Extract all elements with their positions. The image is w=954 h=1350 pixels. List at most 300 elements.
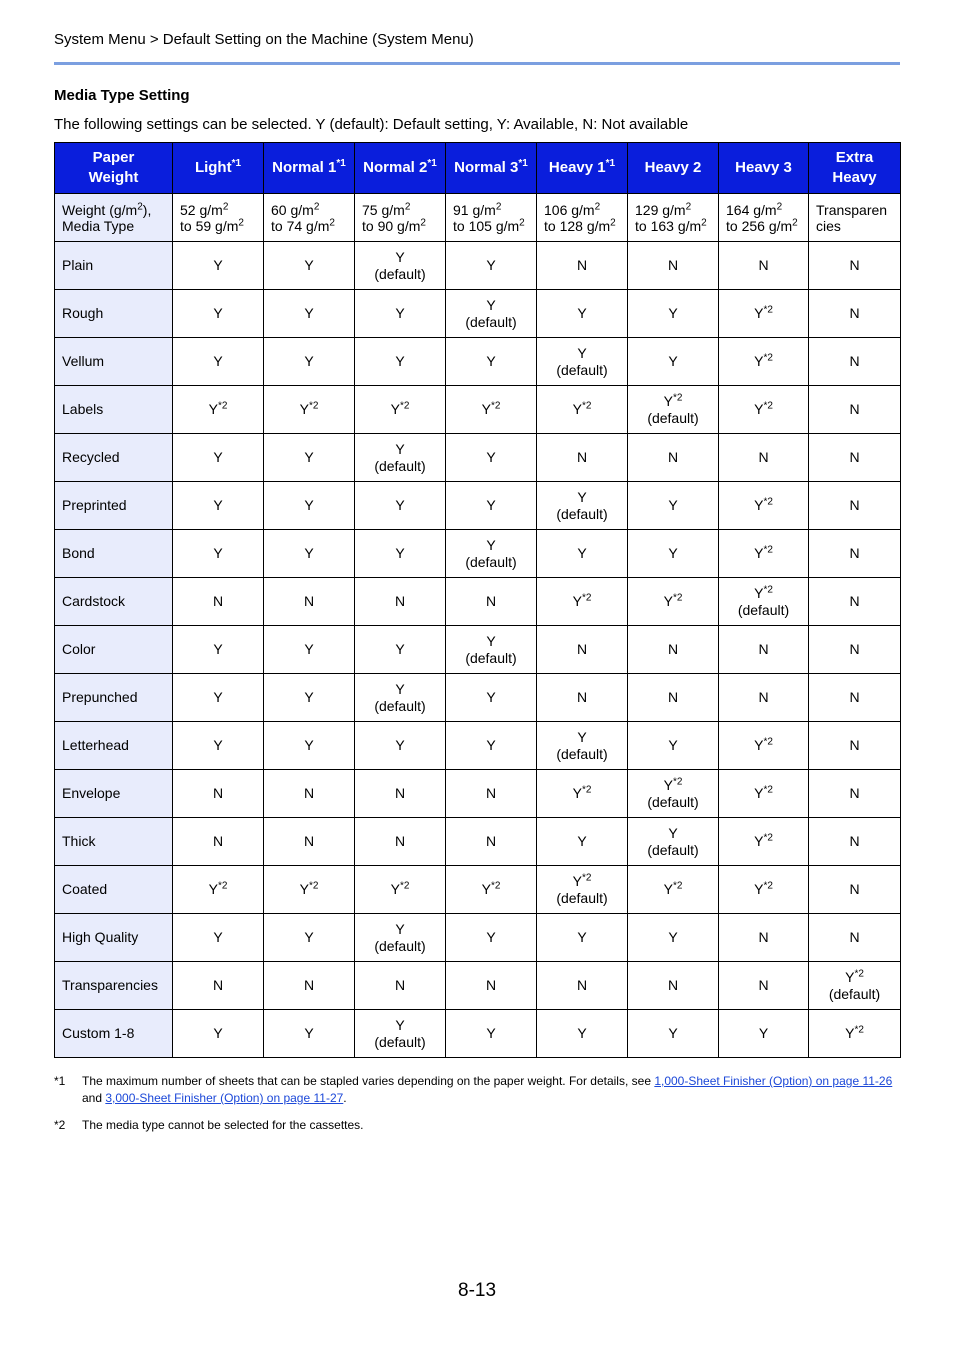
availability-cell — [446, 914, 537, 962]
availability-cell — [719, 674, 809, 722]
availability-cell — [628, 338, 719, 386]
availability-cell — [537, 674, 628, 722]
availability-cell — [264, 914, 355, 962]
availability-value: N — [212, 977, 224, 993]
availability-value: N — [303, 833, 315, 849]
footnote-ref: *2 — [763, 784, 773, 796]
availability-cell — [173, 290, 264, 338]
availability-cell — [628, 962, 719, 1010]
availability-value: Y — [304, 257, 314, 273]
media-type-name: Cardstock — [55, 578, 173, 626]
availability-cell — [628, 914, 719, 962]
availability-cell — [628, 242, 719, 290]
availability-value: Y — [213, 545, 223, 561]
availability-cell — [355, 818, 446, 866]
availability-cell — [537, 1010, 628, 1058]
media-type-name: Envelope — [55, 770, 173, 818]
availability-cell — [719, 770, 809, 818]
availability-value: Y — [213, 737, 223, 753]
weight-row-header — [55, 194, 173, 242]
availability-cell — [355, 290, 446, 338]
footnote-ref: *2 — [763, 544, 773, 556]
availability-cell — [446, 770, 537, 818]
default-note: (default) — [647, 841, 699, 858]
availability-cell — [809, 434, 901, 482]
availability-cell — [173, 482, 264, 530]
availability-cell — [446, 386, 537, 434]
availability-value: N — [849, 305, 860, 321]
footnote-ref: *1 — [336, 158, 346, 169]
availability-value: Y — [481, 881, 491, 897]
availability-cell — [719, 1010, 809, 1058]
footnote-ref: *2 — [672, 775, 683, 787]
footnote-ref: *2 — [763, 400, 773, 412]
availability-value: Y — [208, 401, 218, 417]
availability-value: N — [849, 785, 860, 801]
availability-value: Y — [390, 401, 400, 417]
weight-range-cell — [446, 194, 537, 242]
availability-cell — [809, 1010, 901, 1058]
availability-cell — [719, 866, 809, 914]
footnote-ref: *2 — [763, 304, 773, 316]
availability-value: N — [667, 257, 679, 273]
availability-cell — [173, 674, 264, 722]
unit-exponent: 2 — [313, 200, 320, 212]
table-row — [55, 242, 901, 290]
table-row — [55, 818, 901, 866]
weight-range-bottom: to 256 g/m — [726, 217, 793, 234]
footnote-ref: *1 — [518, 158, 528, 169]
footnote-ref: *2 — [763, 832, 773, 844]
footnote-ref: *2 — [581, 784, 592, 796]
availability-cell — [446, 242, 537, 290]
availability-value: Y — [577, 1025, 587, 1041]
availability-cell — [173, 962, 264, 1010]
availability-value: N — [667, 449, 679, 465]
availability-value: N — [303, 977, 315, 993]
default-note: (default) — [737, 601, 790, 618]
availability-cell — [809, 674, 901, 722]
media-type-name: Coated — [55, 866, 173, 914]
table-row — [55, 1010, 901, 1058]
availability-value: Y — [395, 248, 405, 265]
availability-cell — [809, 962, 901, 1010]
availability-cell — [719, 338, 809, 386]
availability-value: Y — [213, 497, 223, 513]
availability-value: Y — [845, 1025, 855, 1041]
media-type-name: Letterhead — [55, 722, 173, 770]
media-type-name: Labels — [55, 386, 173, 434]
availability-cell — [719, 290, 809, 338]
availability-value: N — [849, 641, 860, 657]
media-type-name: Thick — [55, 818, 173, 866]
availability-cell — [446, 530, 537, 578]
availability-cell — [809, 770, 901, 818]
media-type-name: High Quality — [55, 914, 173, 962]
availability-cell — [809, 626, 901, 674]
footnote-1 — [54, 1073, 900, 1107]
availability-value: Y — [754, 881, 764, 897]
availability-cell — [173, 818, 264, 866]
availability-value: Y — [304, 449, 314, 465]
availability-value: Y — [668, 545, 678, 561]
availability-cell — [446, 290, 537, 338]
availability-value: Y — [668, 737, 678, 753]
table-row — [55, 674, 901, 722]
footnote-ref: *2 — [672, 391, 683, 403]
availability-cell — [719, 242, 809, 290]
availability-cell — [537, 242, 628, 290]
availability-cell — [264, 242, 355, 290]
availability-cell — [628, 866, 719, 914]
availability-value: Y — [754, 401, 764, 417]
footnote-ref: *2 — [672, 592, 683, 604]
availability-value: N — [576, 689, 588, 705]
availability-value: Y — [213, 305, 223, 321]
weight-range-top: 75 g/m — [362, 201, 405, 218]
weight-label: ), — [142, 201, 152, 218]
availability-value: N — [394, 977, 406, 993]
availability-value: Y — [754, 497, 764, 513]
availability-value: N — [212, 833, 224, 849]
availability-value: N — [849, 593, 860, 609]
weight-range-top: 52 g/m — [180, 201, 223, 218]
media-type-name: Bond — [55, 530, 173, 578]
availability-value: Y — [572, 593, 582, 609]
table-row — [55, 482, 901, 530]
footnote-ref: *2 — [490, 400, 501, 412]
footnote-ref: *2 — [763, 583, 773, 595]
media-type-name: Prepunched — [55, 674, 173, 722]
availability-cell — [628, 770, 719, 818]
intro-text: The following settings can be selected. Y (default): Default setting, Y: Available, N: Not available — [54, 116, 689, 133]
availability-value: Y — [663, 776, 673, 793]
availability-cell — [719, 434, 809, 482]
availability-cell — [173, 722, 264, 770]
availability-value: Y — [577, 344, 587, 361]
footnote-ref: *2 — [308, 400, 319, 412]
column-header — [355, 143, 446, 194]
footnote-ref: *2 — [763, 496, 773, 508]
footnote-mark: *2 — [54, 1118, 66, 1132]
table-row — [55, 338, 901, 386]
availability-value: Y — [754, 305, 764, 321]
availability-value: N — [394, 833, 406, 849]
availability-cell — [809, 914, 901, 962]
availability-cell — [537, 386, 628, 434]
availability-value: Y — [668, 305, 678, 321]
table-row — [55, 290, 901, 338]
availability-value: Y — [486, 929, 496, 945]
availability-cell — [446, 434, 537, 482]
unit-exponent: 2 — [329, 216, 335, 228]
table-header-row — [55, 143, 901, 194]
availability-cell — [264, 530, 355, 578]
availability-value: Y — [663, 392, 673, 409]
availability-value: Y — [754, 785, 764, 801]
availability-value: Y — [577, 833, 587, 849]
availability-value: Y — [758, 1025, 769, 1041]
availability-value: N — [849, 401, 860, 417]
availability-cell — [537, 338, 628, 386]
media-type-table — [54, 142, 901, 1058]
weight-range-top: 106 g/m — [544, 201, 595, 218]
media-type-name: Vellum — [55, 338, 173, 386]
availability-cell — [719, 482, 809, 530]
availability-value: Y — [486, 353, 496, 369]
availability-value: Y — [668, 353, 678, 369]
unit-exponent: 2 — [222, 200, 229, 212]
availability-value: Y — [577, 305, 587, 321]
availability-cell — [264, 338, 355, 386]
availability-value: N — [758, 641, 769, 657]
availability-cell — [446, 1010, 537, 1058]
availability-cell — [537, 290, 628, 338]
unit-exponent: 2 — [792, 216, 798, 228]
media-type-name: Plain — [55, 242, 173, 290]
availability-value: N — [758, 449, 769, 465]
availability-value: Y — [486, 737, 496, 753]
availability-value: Y — [577, 728, 587, 745]
availability-cell — [173, 578, 264, 626]
unit-exponent: 2 — [610, 216, 616, 228]
availability-cell — [355, 914, 446, 962]
availability-value: Y — [395, 1016, 405, 1033]
unit-exponent: 2 — [701, 216, 707, 228]
availability-cell — [719, 578, 809, 626]
column-header — [719, 143, 809, 194]
availability-value: Y — [304, 641, 314, 657]
availability-value: Y — [486, 296, 496, 313]
availability-cell — [173, 338, 264, 386]
footnote-2 — [54, 1117, 900, 1134]
unit-exponent: 2 — [137, 200, 143, 212]
availability-cell — [173, 434, 264, 482]
availability-cell — [809, 290, 901, 338]
weight-range-bottom: to 59 g/m — [180, 217, 239, 234]
availability-value: N — [758, 929, 769, 945]
footnote-ref: *2 — [581, 592, 592, 604]
availability-value: Y — [208, 881, 218, 897]
availability-value: N — [485, 977, 497, 993]
availability-cell — [719, 818, 809, 866]
availability-value: N — [849, 545, 860, 561]
availability-value: N — [849, 353, 860, 369]
availability-cell — [537, 434, 628, 482]
weight-range-top: 164 g/m — [726, 201, 777, 218]
availability-cell — [355, 722, 446, 770]
availability-value: N — [667, 641, 679, 657]
unit-exponent: 2 — [420, 216, 426, 228]
availability-value: Y — [395, 641, 405, 657]
column-header-label: Normal 3 — [454, 159, 519, 176]
availability-cell — [173, 530, 264, 578]
footnote-ref: *2 — [672, 880, 683, 892]
availability-cell — [355, 434, 446, 482]
availability-value: Y — [299, 401, 309, 417]
availability-value: Y — [754, 584, 764, 601]
column-header-label: Heavy 1 — [548, 159, 606, 176]
media-type-name: Rough — [55, 290, 173, 338]
availability-value: Y — [395, 920, 405, 937]
availability-cell — [809, 386, 901, 434]
availability-value: Y — [577, 545, 587, 561]
unit-exponent: 2 — [519, 216, 525, 228]
column-header-label: Normal 1 — [272, 159, 337, 176]
availability-cell — [355, 674, 446, 722]
availability-cell — [446, 866, 537, 914]
footnote-ref: *2 — [581, 400, 592, 412]
availability-value: Y — [754, 545, 764, 561]
footnote-ref: *2 — [854, 1024, 864, 1036]
availability-value: Y — [572, 872, 582, 889]
availability-value: Y — [486, 449, 496, 465]
availability-value: Y — [663, 593, 673, 609]
availability-value: N — [485, 833, 497, 849]
footnote-ref: *2 — [854, 967, 864, 979]
media-type-name: Preprinted — [55, 482, 173, 530]
availability-value: Y — [395, 545, 405, 561]
availability-cell — [537, 770, 628, 818]
availability-value: Y — [395, 440, 405, 457]
availability-value: N — [576, 449, 588, 465]
footnote-ref: *2 — [763, 736, 773, 748]
availability-cell — [446, 818, 537, 866]
availability-value: Y — [213, 353, 223, 369]
default-note: (default) — [556, 889, 608, 906]
availability-cell — [628, 530, 719, 578]
availability-cell — [264, 818, 355, 866]
availability-value: Y — [668, 929, 678, 945]
availability-cell — [537, 482, 628, 530]
availability-cell — [355, 626, 446, 674]
availability-cell — [537, 722, 628, 770]
availability-value: N — [849, 689, 860, 705]
availability-value: Y — [213, 449, 223, 465]
availability-value: Y — [486, 257, 496, 273]
default-note: (default) — [374, 457, 426, 474]
unit-exponent: 2 — [404, 200, 411, 212]
availability-value: N — [485, 785, 497, 801]
footnote-ref: *2 — [217, 400, 228, 412]
column-header-label: Light — [194, 159, 232, 176]
availability-value: N — [576, 257, 588, 273]
availability-value: Y — [572, 785, 582, 801]
footnote-ref: *1 — [605, 158, 616, 169]
availability-cell — [628, 1010, 719, 1058]
table-row — [55, 386, 901, 434]
column-header-label: Heavy 2 — [644, 159, 702, 176]
default-note: (default) — [556, 361, 608, 378]
availability-cell — [355, 386, 446, 434]
availability-value: Y — [304, 305, 314, 321]
column-header — [173, 143, 264, 194]
weight-range-top: 91 g/m — [453, 201, 496, 218]
weight-label: Weight (g/m — [62, 201, 138, 218]
default-note: (default) — [465, 313, 517, 330]
availability-cell — [264, 386, 355, 434]
availability-value: Y — [668, 1025, 678, 1041]
weight-range-bottom: to 90 g/m — [362, 217, 421, 234]
column-header-label: Weight — [88, 169, 139, 186]
availability-cell — [537, 914, 628, 962]
availability-value: Y — [663, 881, 673, 897]
availability-value: Y — [213, 641, 223, 657]
footnote-ref: *2 — [399, 400, 410, 412]
finisher-1000-link[interactable]: 1,000-Sheet Finisher (Option) on page 11-26 — [654, 1074, 893, 1088]
availability-cell — [446, 338, 537, 386]
availability-cell — [264, 626, 355, 674]
footnote-ref: *2 — [308, 880, 319, 892]
availability-cell — [628, 434, 719, 482]
weight-range-cell — [264, 194, 355, 242]
finisher-3000-link[interactable]: 3,000-Sheet Finisher (Option) on page 11-27 — [105, 1091, 344, 1105]
availability-value: Y — [304, 689, 314, 705]
availability-cell — [355, 242, 446, 290]
availability-cell — [537, 530, 628, 578]
availability-value: N — [485, 593, 497, 609]
availability-cell — [628, 818, 719, 866]
default-note: (default) — [374, 937, 426, 954]
availability-cell — [628, 722, 719, 770]
availability-cell — [446, 722, 537, 770]
availability-cell — [173, 386, 264, 434]
default-note: (default) — [647, 409, 699, 426]
availability-cell — [446, 482, 537, 530]
availability-cell — [719, 962, 809, 1010]
weight-range-bottom: to 163 g/m — [635, 217, 702, 234]
availability-cell — [719, 914, 809, 962]
footnote-text: . — [343, 1091, 347, 1105]
column-header — [446, 143, 537, 194]
availability-value: Y — [754, 737, 764, 753]
availability-cell — [809, 338, 901, 386]
availability-value: N — [849, 497, 860, 513]
weight-range-cell — [809, 194, 901, 242]
availability-cell — [355, 578, 446, 626]
availability-cell — [537, 578, 628, 626]
availability-value: N — [758, 977, 769, 993]
availability-cell — [355, 482, 446, 530]
availability-value: Y — [304, 353, 314, 369]
availability-value: N — [849, 929, 860, 945]
weight-range-cell — [537, 194, 628, 242]
availability-value: N — [849, 257, 860, 273]
footnote-ref: *2 — [217, 880, 228, 892]
availability-cell — [173, 1010, 264, 1058]
availability-cell — [809, 722, 901, 770]
availability-value: N — [303, 785, 315, 801]
column-header-label: Paper — [92, 149, 135, 166]
column-header — [55, 143, 173, 194]
column-header — [264, 143, 355, 194]
column-header — [809, 143, 901, 194]
availability-value: Y — [577, 929, 587, 945]
availability-value: N — [849, 449, 860, 465]
availability-cell — [809, 242, 901, 290]
availability-value: N — [849, 833, 860, 849]
availability-cell — [446, 578, 537, 626]
availability-value: Y — [213, 1025, 223, 1041]
availability-value: Y — [395, 680, 405, 697]
availability-value: Y — [304, 1025, 314, 1041]
unit-exponent: 2 — [594, 200, 601, 212]
unit-exponent: 2 — [495, 200, 502, 212]
availability-cell — [264, 674, 355, 722]
availability-value: Y — [395, 353, 405, 369]
table-row — [55, 626, 901, 674]
availability-cell — [355, 338, 446, 386]
